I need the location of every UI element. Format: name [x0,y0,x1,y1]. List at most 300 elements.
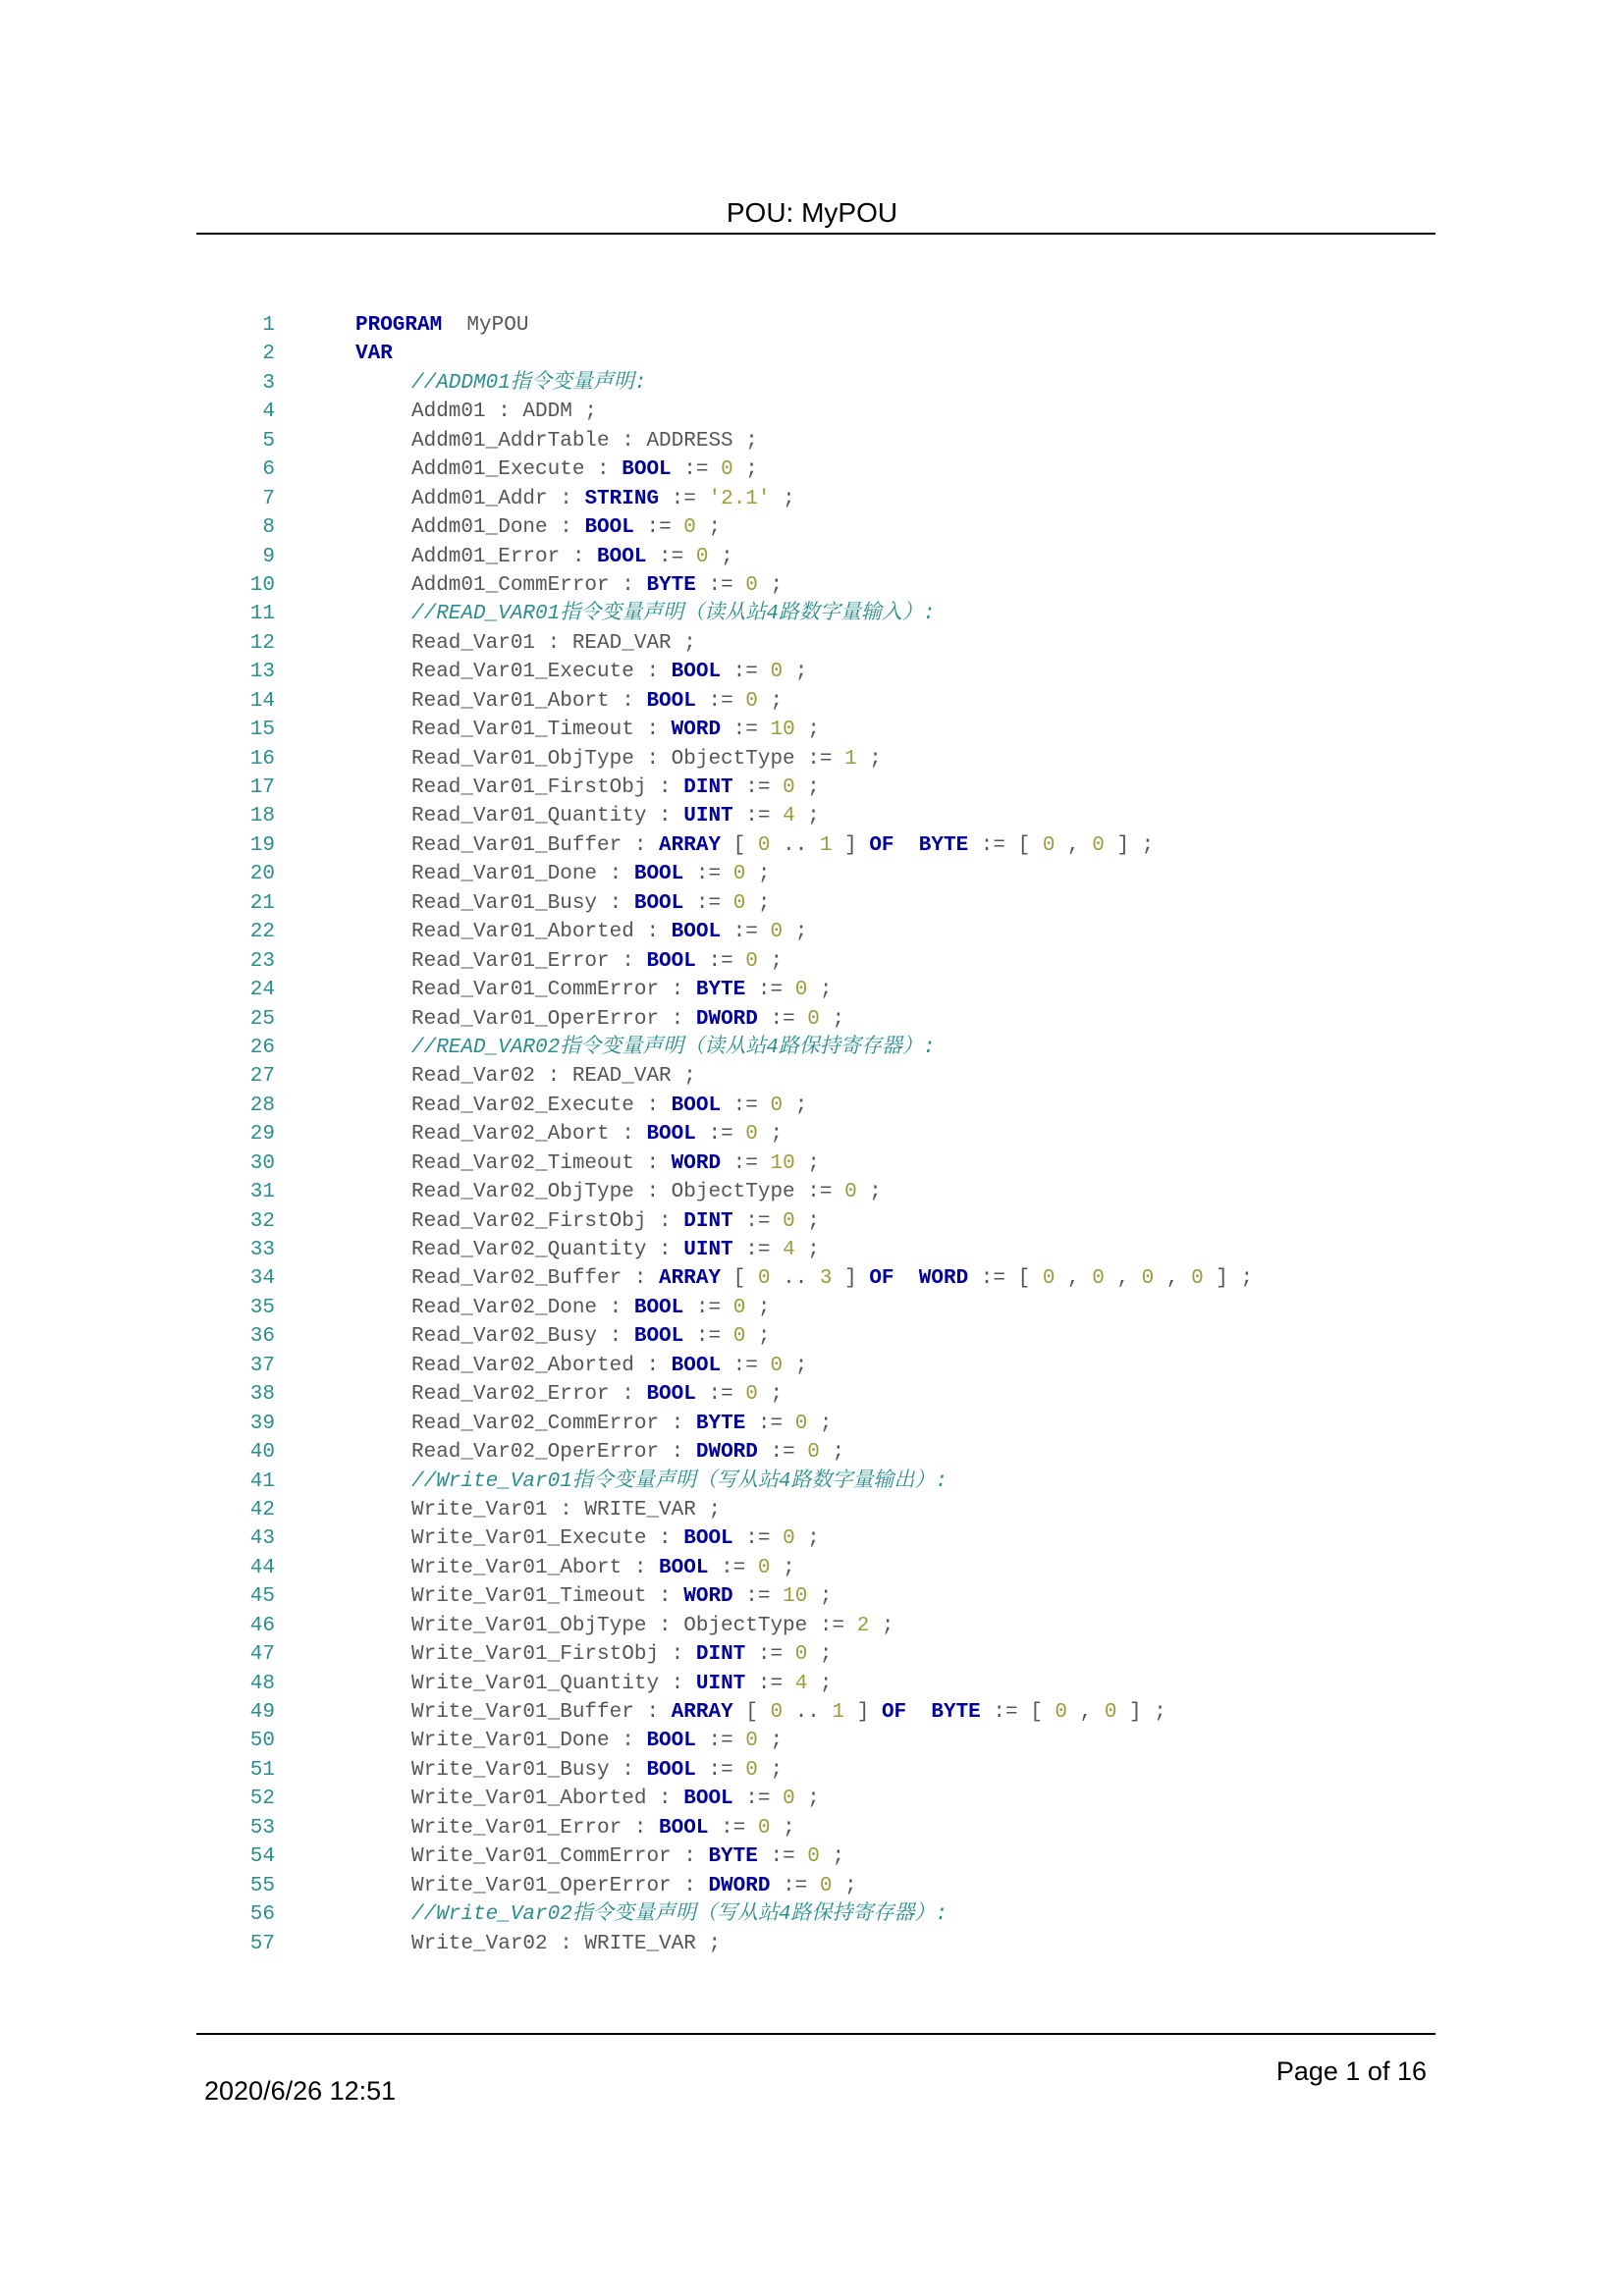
keyword-token: WORD [671,719,722,742]
code-text [355,340,393,368]
line-number: 49 [249,1701,275,1724]
code-text [411,369,646,398]
code-token: := [721,921,771,944]
code-token: ; [757,1383,784,1407]
code-token: ; [695,516,722,540]
code-token: , [1055,1267,1093,1291]
keyword-token: BOOL [633,891,684,915]
code-token: ; [783,1094,808,1117]
keyword-token: WORD [918,1267,969,1291]
number-literal: 0 [745,949,758,973]
code-token: Write_Var01_Abort : [411,1556,660,1579]
code-token: ; [819,1441,845,1465]
number-literal: 0 [770,661,784,684]
number-literal: 0 [807,1007,820,1031]
number-literal: 0 [745,1383,758,1407]
code-token: := [695,1383,746,1407]
keyword-token: DWORD [695,1441,758,1465]
code-text [411,1842,844,1871]
code-token [894,1267,919,1290]
code-line [0,802,1624,830]
code-line [0,1756,1624,1785]
code-token: := [721,1151,771,1175]
keyword-token: DINT [683,776,733,799]
keyword-token: PROGRAM [355,314,443,337]
footer-timestamp: 2020/6/26 12:51 [204,2076,397,2106]
code-line [0,1554,1624,1582]
code-token: Write_Var01_Timeout : [411,1585,684,1609]
code-line [0,1612,1624,1640]
line-number: 3 [262,371,275,395]
number-literal: 0 [1092,833,1105,857]
code-token: := [683,863,733,886]
code-text [411,1468,947,1496]
comment-token: //Write_Var02指令变量声明（写从站4路保持寄存器）: [411,1903,948,1927]
code-text [411,629,696,658]
code-text [411,1554,795,1582]
keyword-token: OF [869,1267,894,1291]
line-number: 35 [249,1296,275,1319]
code-text [411,1034,935,1062]
code-token: := [757,1007,808,1031]
number-literal: 4 [783,1239,795,1261]
code-token: ; [807,979,833,1002]
number-literal: 0 [695,545,709,568]
code-line [0,1582,1624,1611]
line-number: 17 [249,776,275,799]
number-literal: 0 [732,1296,746,1319]
code-token: ; [794,776,820,799]
footer-page-number: Page 1 of 16 [1275,2056,1427,2086]
code-token: ; [856,747,882,771]
number-literal: 0 [1191,1267,1204,1291]
code-token: := [659,487,709,510]
code-text [411,1900,947,1929]
code-token: := [683,1325,733,1349]
code-line [0,1900,1624,1929]
code-token: := [757,1441,808,1465]
code-line [0,1005,1624,1034]
code-token: Read_Var02_Busy : [411,1325,634,1349]
line-number: 53 [249,1816,275,1840]
code-token: Read_Var01_Timeout : [411,719,672,742]
line-number: 27 [249,1065,275,1089]
code-token: := [732,1209,784,1233]
line-number: 30 [249,1151,275,1175]
code-token: ; [757,573,784,597]
code-token: := [757,1845,808,1869]
code-line [0,1207,1624,1236]
line-number: 29 [249,1123,275,1147]
code-text [411,1322,771,1351]
keyword-token: OF [881,1701,907,1724]
number-literal: 0 [770,1354,784,1377]
code-line [0,1785,1624,1813]
number-literal: 0 [732,863,746,886]
code-text [411,1756,783,1785]
keyword-token: ARRAY [659,833,722,857]
keyword-token: BOOL [683,1788,733,1811]
number-literal: 0 [745,1730,758,1753]
code-token: , [1067,1701,1105,1724]
line-number: 42 [249,1498,275,1522]
line-number: 37 [249,1354,275,1377]
number-literal: 1 [819,833,833,857]
code-text [411,1178,882,1206]
code-token: ; [732,458,758,482]
line-number: 10 [249,573,275,597]
code-token: ] ; [1104,833,1155,857]
code-token: Write_Var01_Error : [411,1816,660,1840]
number-literal: 0 [745,573,758,597]
code-token: Read_Var02_OperError : [411,1441,696,1465]
keyword-token: UINT [683,1239,733,1261]
number-literal: 0 [807,1845,820,1869]
code-text [411,1582,833,1611]
number-literal: 2 [856,1614,870,1637]
code-token: Read_Var01_Buffer : [411,833,660,857]
code-token: Write_Var01_Execute : [411,1527,684,1551]
number-literal: 0 [794,1643,808,1667]
code-token: ; [770,1816,795,1840]
line-number: 47 [249,1643,275,1667]
code-text [411,455,758,484]
code-token: := [732,1788,784,1811]
number-literal: 1 [832,1701,845,1724]
code-text [411,947,783,976]
line-number: 41 [249,1469,275,1493]
keyword-token: BOOL [671,1354,722,1377]
code-token: ] ; [1203,1267,1254,1291]
code-line [0,774,1624,802]
code-line [0,1120,1624,1148]
code-text [411,687,783,716]
keyword-token: BYTE [918,833,969,857]
code-token: ; [745,1296,771,1319]
code-text [411,600,935,628]
code-token: := [770,1874,820,1897]
code-token: ; [819,1007,845,1031]
code-line [0,571,1624,600]
code-line [0,1872,1624,1900]
code-token: [ [721,1267,758,1291]
code-token: := [695,1123,746,1147]
code-token: := [732,1527,784,1551]
code-line [0,1236,1624,1264]
code-token: Read_Var02_Done : [411,1296,634,1319]
code-token: Read_Var02_ObjType : ObjectType := [411,1181,845,1204]
code-token: := [732,776,784,799]
code-text [411,1352,807,1380]
code-token: Read_Var01_Busy : [411,891,634,915]
keyword-token: BOOL [659,1816,709,1840]
code-token: Read_Var01_Done : [411,863,634,886]
code-token: := [745,1412,795,1435]
line-number: 28 [249,1094,275,1117]
code-token: Read_Var02_Error : [411,1383,647,1407]
page-header-title: POU: MyPOU [726,197,898,228]
keyword-token: BOOL [646,1730,696,1753]
header-rule [196,233,1435,235]
code-token: Addm01_Error : [411,545,598,568]
keyword-token: BOOL [633,1296,684,1319]
code-line [0,1670,1624,1698]
code-line [0,1034,1624,1062]
code-text [411,1005,844,1034]
code-token: ; [745,1325,771,1349]
keyword-token: DWORD [695,1007,758,1031]
code-line [0,513,1624,542]
code-line [0,600,1624,628]
code-token: := [745,979,795,1002]
code-token: Write_Var01_FirstObj : [411,1643,696,1667]
code-line [0,1062,1624,1091]
code-line [0,1352,1624,1380]
code-token: Write_Var01_CommError : [411,1845,709,1869]
code-token [894,834,919,857]
line-number: 55 [249,1874,275,1897]
code-token: ; [794,805,820,828]
comment-token: //READ_VAR01指令变量声明（读从站4路数字量输入）: [411,603,936,626]
line-number: 52 [249,1788,275,1811]
code-token: ; [745,863,771,886]
code-token: ; [745,891,771,915]
code-text [411,1410,833,1438]
code-line [0,1438,1624,1467]
code-text [411,1062,696,1091]
code-token: ] [844,1701,882,1724]
code-token: Addm01_Execute : [411,458,623,482]
line-number: 20 [249,863,275,886]
keyword-token: BOOL [671,921,722,944]
code-token: Read_Var02_Execute : [411,1094,672,1117]
code-token: Read_Var02_Aborted : [411,1354,672,1377]
line-number: 51 [249,1758,275,1782]
code-token: Read_Var01_CommError : [411,979,696,1002]
code-text [411,398,597,426]
keyword-token: UINT [683,805,733,828]
number-literal: 3 [819,1267,833,1291]
code-line [0,1178,1624,1206]
keyword-token: BOOL [646,1383,696,1407]
number-literal: 0 [745,689,758,713]
code-text [411,716,820,744]
code-line [0,427,1624,455]
code-line [0,311,1624,340]
keyword-token: BYTE [695,979,746,1002]
keyword-token: DINT [695,1643,746,1667]
code-token: ; [770,1556,795,1579]
code-token: Addm01_Addr : [411,487,585,510]
line-number: 2 [262,343,275,366]
number-literal: 0 [770,921,784,944]
code-token: .. [783,1701,833,1724]
line-number: 44 [249,1556,275,1579]
code-line [0,716,1624,744]
number-literal: 0 [794,1412,808,1435]
code-token: Write_Var01_OperError : [411,1874,709,1897]
code-token: := [732,805,784,828]
line-number: 4 [262,400,275,424]
number-literal: 0 [844,1181,857,1204]
code-text [411,889,771,918]
code-line [0,1092,1624,1120]
code-token: := [683,891,733,915]
code-token: ; [757,1730,784,1753]
number-literal: 0 [745,1758,758,1782]
keyword-token: BOOL [659,1556,709,1579]
code-line [0,369,1624,398]
code-line [0,947,1624,976]
keyword-token: ARRAY [659,1267,722,1291]
line-number: 45 [249,1585,275,1609]
code-token: := [ [980,1701,1056,1724]
code-line [0,629,1624,658]
keyword-token: BOOL [646,1123,696,1147]
code-token: ; [757,1758,784,1782]
code-line [0,485,1624,513]
number-literal: 0 [1092,1267,1105,1291]
comment-token: //READ_VAR02指令变量声明（读从站4路保持寄存器）: [411,1036,936,1059]
code-token: := [695,1730,746,1753]
code-line [0,1380,1624,1409]
code-token: := [745,1672,795,1695]
keyword-token: BOOL [646,1758,696,1782]
code-token: Addm01_AddrTable : ADDRESS ; [411,429,758,453]
code-token: ; [757,949,784,973]
keyword-token: BOOL [646,689,696,713]
code-token: ; [783,1354,808,1377]
code-token: ] ; [1116,1701,1166,1724]
code-token: ; [783,921,808,944]
number-literal: 0 [757,833,771,857]
code-token: Addm01_CommError : [411,573,647,597]
code-line [0,1496,1624,1524]
number-literal: 0 [1042,833,1056,857]
number-literal: 0 [1141,1267,1155,1291]
keyword-token: ARRAY [671,1701,733,1724]
line-number: 32 [249,1209,275,1233]
code-text [411,1120,783,1148]
keyword-token: UINT [695,1672,746,1695]
code-text [411,1872,857,1900]
line-number: 36 [249,1325,275,1349]
code-token: := [695,949,746,973]
code-token: := [ [968,1267,1043,1291]
code-token: ; [794,1527,820,1551]
code-token: := [633,516,684,540]
code-line [0,1524,1624,1553]
code-token: ; [757,689,784,713]
number-literal: 0 [783,1788,795,1811]
code-token: Read_Var01_FirstObj : [411,776,684,799]
line-number: 23 [249,949,275,973]
line-number: 6 [262,458,275,482]
keyword-token: BOOL [633,1325,684,1349]
keyword-token: WORD [683,1585,733,1609]
code-token: ; [794,1788,820,1811]
code-line [0,1264,1624,1293]
code-token: Read_Var02_CommError : [411,1412,696,1435]
keyword-token: BOOL [646,949,696,973]
code-token: Read_Var02_Abort : [411,1123,647,1147]
keyword-token: BOOL [683,1527,733,1551]
line-number: 5 [262,429,275,453]
code-text [411,860,771,888]
line-number: 22 [249,921,275,944]
line-number: 25 [249,1007,275,1031]
keyword-token: BOOL [671,661,722,684]
code-text [411,1264,1253,1293]
number-literal: 0 [757,1556,771,1579]
code-token: ; [794,1209,820,1233]
code-token: [ [732,1701,771,1724]
code-token: Read_Var02_Buffer : [411,1267,660,1291]
code-line [0,455,1624,484]
code-token: Addm01 : ADDM ; [411,400,598,424]
line-number: 33 [249,1239,275,1261]
line-number: 39 [249,1412,275,1435]
code-token: := [646,545,696,568]
code-token: Write_Var01_Aborted : [411,1788,684,1811]
line-number: 19 [249,833,275,857]
code-token: := [732,1585,784,1609]
code-text [411,571,783,600]
line-number: 14 [249,689,275,713]
code-token: Addm01_Done : [411,516,585,540]
code-token: .. [770,833,820,857]
code-text [411,1380,783,1409]
line-number: 57 [249,1932,275,1955]
keyword-token: BYTE [695,1412,746,1435]
number-literal: 0 [732,891,746,915]
line-number: 48 [249,1672,275,1695]
code-token: := [745,1643,795,1667]
keyword-token: DINT [683,1209,733,1233]
line-number: 12 [249,631,275,655]
code-token: Write_Var02 : WRITE_VAR ; [411,1932,722,1955]
code-token: ; [794,1151,820,1175]
line-number: 13 [249,661,275,684]
code-token: .. [770,1267,820,1291]
number-literal: 0 [783,1527,795,1551]
code-token: Write_Var01_Buffer : [411,1701,672,1724]
code-text [411,1207,820,1236]
keyword-token: BYTE [708,1845,758,1869]
code-token: ; [807,1643,833,1667]
code-text [411,745,882,774]
number-literal: 0 [757,1267,771,1291]
code-line [0,831,1624,860]
code-token: := [732,1239,784,1261]
code-text [411,513,721,542]
keyword-token: VAR [355,343,393,366]
code-token: ; [869,1614,894,1637]
code-listing [0,311,1624,1958]
code-token: := [ [968,833,1043,857]
code-token: := [695,689,746,713]
code-text [411,1612,894,1640]
code-text [411,976,833,1004]
code-token: ; [832,1874,857,1897]
number-literal: 0 [819,1874,833,1897]
code-token: Write_Var01_Busy : [411,1758,647,1782]
code-token: Read_Var02 : READ_VAR ; [411,1065,696,1089]
code-text [411,1640,833,1669]
code-text [411,1294,771,1322]
code-token: ; [783,661,808,684]
code-text [411,1496,721,1524]
